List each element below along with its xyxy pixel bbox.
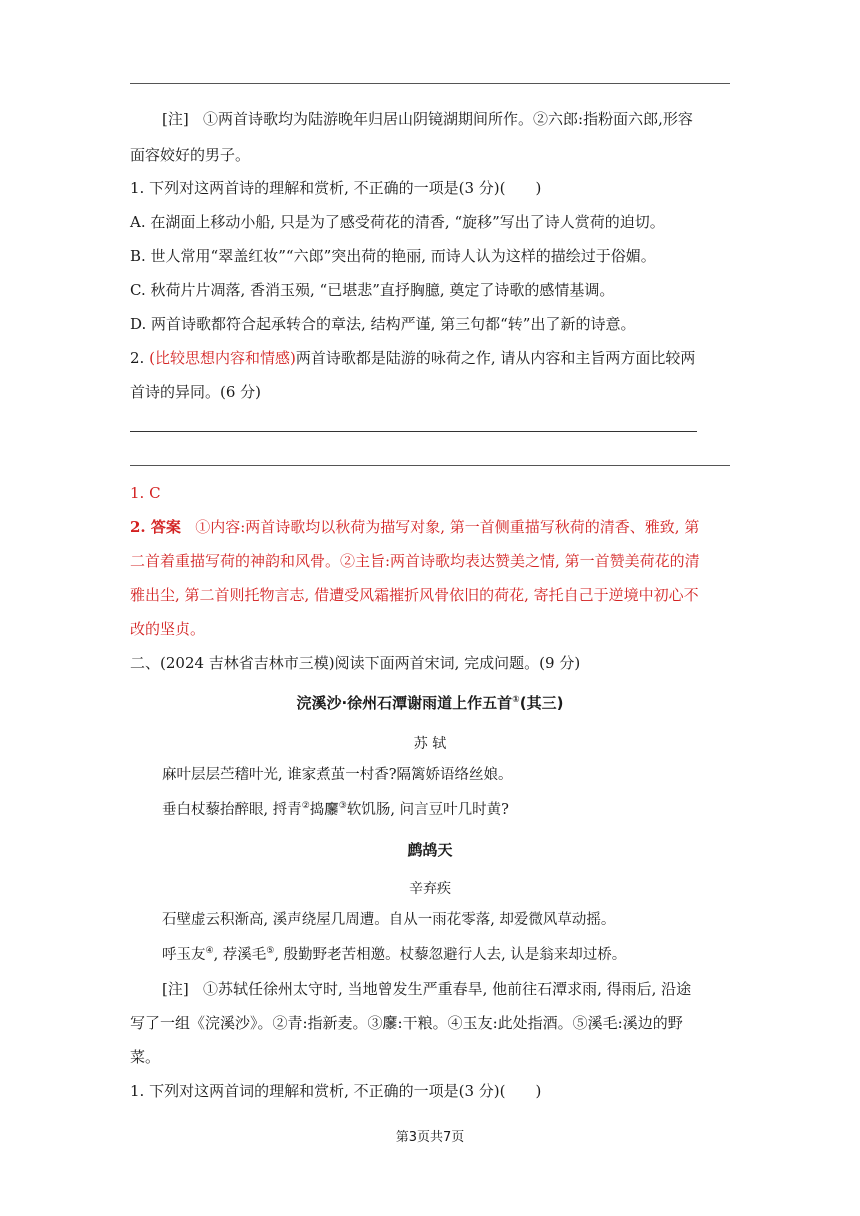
answer-2-line4: 改的坚贞。 [130,620,206,638]
poem1-title: 浣溪沙·徐州石潭谢雨道上作五首①(其三) [296,694,564,712]
note1-line2: 面容姣好的男子。 [130,146,251,164]
answer-2-line1 [130,516,699,538]
poem2-title: 鹧鸪天 [407,841,453,859]
q2-line1: 2. (比较思想内容和情感)两首诗歌都是陆游的咏荷之作, 请从内容和主旨两方面比较两 [130,349,696,367]
section2-heading: 二、(2024 吉林省吉林市三模)阅读下面两首宋词, 完成问题。(9 分) [130,654,581,672]
q1-option-c: C. 秋荷片片凋落, 香消玉殒, “已堪悲”直抒胸臆, 奠定了诗歌的感情基调。 [130,281,615,299]
note2-prefix: [注] [162,980,189,998]
q2-text1: 两首诗歌都是陆游的咏荷之作, 请从内容和主旨两方面比较两 [295,349,696,367]
page-footer: 第3页共7页 [395,1130,465,1145]
poem2-line2: 呼玉友④, 荐溪毛⑤, 殷勤野老苦相邀。杖藜忽避行人去, 认是翁来却过桥。 [162,946,627,963]
q1-option-a: A. 在湖面上移动小船, 只是为了感受荷花的清香, “旋移”写出了诗人赏荷的迫切。 [130,213,665,231]
q2-line2: 首诗的异同。(6 分) [130,383,262,401]
q1-stem: 1. 下列对这两首诗的理解和赏析, 不正确的一项是(3 分)( ) [130,179,542,197]
note1-line1 [162,108,693,130]
poem1-line1: 麻叶层层苎𥡴叶光, 谁家煮茧一村香?隔篱娇语络丝娘。 [162,767,513,783]
top-divider [130,83,730,84]
note2-text1: ①苏轼任徐州太守时, 当地曾发生严重春旱, 他前往石潭求雨, 得雨后, 沿途 [203,980,692,998]
note2-line3: 菜。 [130,1048,161,1066]
answer-2-label: 2. 答案 [130,518,181,536]
answer-2-line3: 雅出尘, 第二首则托物言志, 借遭受风霜摧折风骨依旧的荷花, 寄托自己于逆境中初心不 [130,586,699,604]
poem2-author: 辛弃疾 [409,881,451,897]
poem2-line1: 石壁虚云积渐高, 溪声绕屋几周遭。自从一雨花零落, 却爱微风草动摇。 [162,912,616,928]
q2-tag: (比较思想内容和情感) [149,349,296,367]
q3-stem: 1. 下列对这两首词的理解和赏析, 不正确的一项是(3 分)( ) [130,1082,542,1100]
note1-text1: ①两首诗歌均为陆游晚年归居山阴镜湖期间所作。②六郎:指粉面六郎,形容 [203,110,693,128]
poem1-line2: 垂白杖藜抬醉眼, 捋青②捣𪎭③软饥肠, 问言豆叶几时黄? [162,801,509,818]
note2-line2: 写了一组《浣溪沙》。②青:指新麦。③𪎭:干粮。④玉友:此处指酒。⑤溪毛:溪边的野 [130,1014,683,1032]
answer-divider [130,465,730,466]
poem1-author: 苏 轼 [413,736,447,752]
answer-line-1 [130,431,697,432]
answer-2-line2: 二首着重描写荷的神韵和风骨。②主旨:两首诗歌均表达赞美之情, 第一首赞美荷花的清 [130,552,700,570]
q1-option-d: D. 两首诗歌都符合起承转合的章法, 结构严谨, 第三句都“转”出了新的诗意。 [130,315,636,333]
note1-prefix: [注] [162,110,189,128]
answer-1: 1. C [130,484,161,502]
answer-2-text1: ①内容:两首诗歌均以秋荷为描写对象, 第一首侧重描写秋荷的清香、雅致, 第 [195,518,700,536]
note2-line1 [162,978,691,1000]
q1-option-b: B. 世人常用“翠盖红妆”“六郎”突出荷的艳丽, 而诗人认为这样的描绘过于俗媚。 [130,247,656,265]
